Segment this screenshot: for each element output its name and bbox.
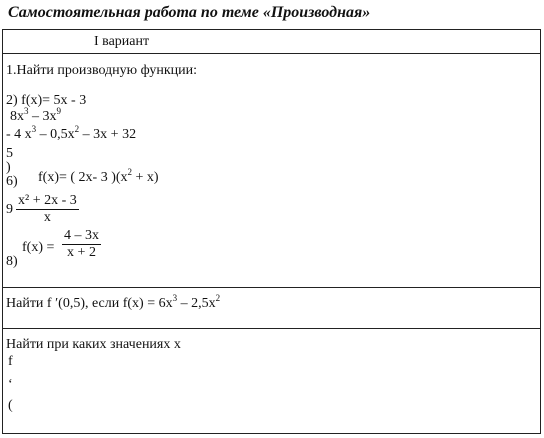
variant-label: I вариант bbox=[94, 34, 150, 49]
row-divider-task2 bbox=[2, 287, 541, 288]
task3-line-2: ‘ bbox=[8, 377, 13, 392]
task3-heading: Найти при каких значениях x bbox=[6, 337, 181, 352]
row-divider-task3 bbox=[2, 328, 541, 329]
task-item-2: 2) f(x)= 5x - 3 bbox=[6, 93, 87, 108]
task-item-5: 5 bbox=[6, 146, 13, 161]
page-title: Самостоятельная работа по теме «Производная» bbox=[8, 4, 371, 21]
task-item-4: - 4 $x^3 - 0,5x^2 - 3x + 32$ bbox=[6, 124, 137, 142]
task-item-8-fraction: $\frac{4 - 3x}{x + 2}$ bbox=[64, 228, 99, 260]
task-item-8-fx: f(x) = bbox=[22, 240, 55, 255]
task-item-8-number: 8) bbox=[6, 254, 18, 269]
task3-line-1: f bbox=[8, 354, 13, 369]
task-item-3: $8x^3 - 3x^9$ bbox=[10, 106, 61, 124]
task-item-6-mark: ) bbox=[6, 160, 11, 175]
row-divider-variant bbox=[2, 53, 541, 54]
task-item-6-number: 6) bbox=[6, 174, 18, 189]
task2-text: Найти f ′(0,5), если $f(x) = 6x^3 - 2,5x^2$ bbox=[6, 293, 221, 311]
task1-heading: 1.Найти производную функции: bbox=[6, 63, 198, 78]
task-item-7-fraction: $\frac{\text{x² + 2x - 3}}{x}$ bbox=[18, 193, 77, 225]
task-item-7-number: 9 bbox=[6, 202, 13, 217]
task3-line-3: ( bbox=[8, 398, 13, 413]
task-item-6: f(x)= ( 2x- 3 )$(x^2 + x)$ bbox=[38, 167, 159, 185]
